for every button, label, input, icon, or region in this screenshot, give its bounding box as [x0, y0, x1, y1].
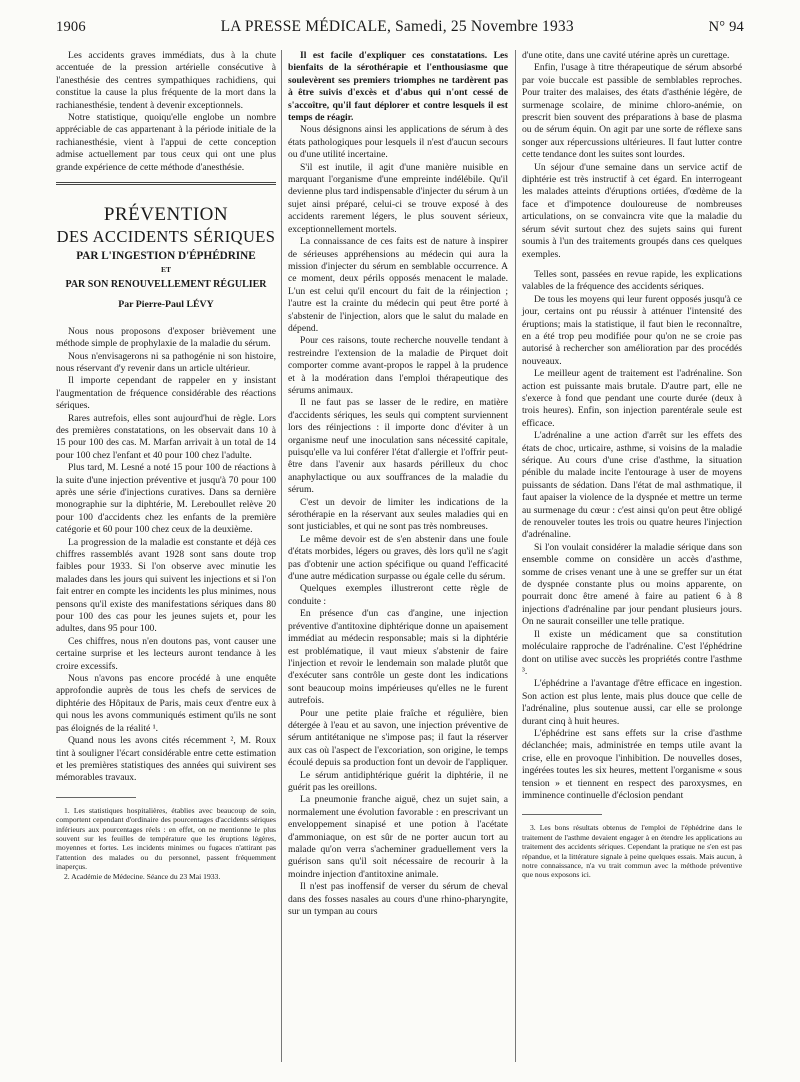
footnotes	[56, 806, 276, 881]
paragraph: Il n'est pas inoffensif de verser du sérum de cheval dans des fosses nasales au cours d'une rhino-pharyngite, sur un tympan au cours	[288, 881, 508, 918]
column-3	[522, 50, 742, 880]
paragraph: Pour ces raisons, toute recherche nouvelle tendant à restreindre l'extension de la maladie de Pirquet doit comporter comme avant-propos le rappel à la prudence et à la modération dans l'emploi thérapeutique des sérums animaux.	[288, 335, 508, 396]
paragraph: d'une otite, dans une cavité utérine après un curettage.	[522, 50, 730, 61]
paragraph: Nous nous proposons d'exposer brièvement une méthode simple de prophylaxie de la maladie du sérum.	[56, 325, 276, 350]
paragraph: Il ne faut pas se lasser de le redire, en matière d'accidents sériques, les seuls qui comptent surviennent lors des réinjections : il importe donc d'éviter à un organisme neuf une inoculation sans nécessité capitale, puisqu'elle va lui conférer l'état d'allergie et l'offrir peut-être dans l'avenir aux hasards périlleux du choc anaphylactique ou aux souffrances de la maladie du sérum.	[288, 397, 508, 496]
article-title-line-2: DES ACCIDENTS SÉRIQUES	[56, 227, 276, 247]
paragraph: Si l'on voulait considérer la maladie sérique dans son ensemble comme on considère un accès d'asthme, somme de crises venant une à une se greffer sur un état de dyspnée constante plus ou moins apparente, on pourrait donc être amené à faire au patient 6 à 8 injections d'adrénaline par jour pendant plusieurs jours. On ne saurait conseiller une telle pratique.	[522, 541, 742, 628]
journal-title: LA PRESSE MÉDICALE, Samedi, 25 Novembre 1933	[220, 18, 574, 35]
footnote-rule	[56, 797, 136, 798]
paragraph: L'adrénaline a une action d'arrêt sur les effets des états de choc, urticaire, asthme, si voisins de la maladie sérique. Au cours d'une crise d'asthme, la situation pénible du malade incite l'entourage à user de moyens puissants de sédation. Dans l'état de mal asthmatique, il faut apaiser la violence de la dyspnée et mettre un terme au surmenage du cœur : c'est ainsi qu'on peut être obligé de renouveler toutes les trois ou quatre heures l'injection d'adrénaline.	[522, 430, 742, 541]
paragraph: Un séjour d'une semaine dans un service actif de diphtérie est très instructif à cet égard. En interrogeant les malades atteints d'éruptions ortiées, d'œdème de la face et d'impotence douloureuse de nombreuses articulations, on se convaincra vite que la maladie du sérum sévit surtout chez des sujets sains qui furent soumis à l'un des traitements groupés dans ces quelques exemples.	[522, 161, 742, 260]
paragraph: Le même devoir est de s'en abstenir dans une foule d'états morbides, légers ou graves, dès lors qu'il ne s'agit pas d'obtenir une action spécifique ou quand l'efficacité d'une autre médication surpasse ou égale celle du sérum.	[288, 533, 508, 583]
column-1	[56, 50, 276, 881]
paragraph: S'il est inutile, il agit d'une manière nuisible en marquant l'organisme d'une empreinte indélébile. Qu'il devienne plus tard indispensable d'injecter du sérum à un sujet ainsi préparé, celui-ci se trouve exposé à des accidents rarement légers, le plus souvent sérieux, exceptionnellement mortels.	[288, 161, 508, 235]
page-number: 1906	[56, 19, 86, 35]
paragraph: Notre statistique, quoiqu'elle englobe un nombre appréciable de cas appartenant à la période initiale de la rachianesthésie, vient à l'appui de cette conception admise actuellement par tous ceux qui ont une plus grande expérience de cette méthode d'anesthésie.	[56, 112, 276, 173]
article-title-line-1: PRÉVENTION	[103, 204, 229, 226]
article-subtitle-conjunction: ET	[160, 265, 171, 275]
page-header	[56, 18, 744, 40]
paragraph: Le sérum antidiphtérique guérit la diphtérie, il ne guérit pas les oreillons.	[288, 769, 508, 793]
paragraph: La pneumonie franche aiguë, chez un sujet sain, a normalement une évolution favorable : en prescrivant un enveloppement sinapisé et une potion à l'acétate d'ammoniaque, on est sûr de ne porter aucun tort au malade qu'on verra s'acheminer graduellement vers la guérison sans qu'il soit nécessaire de recourir à la moindre injection d'antitoxine animale.	[288, 794, 508, 880]
paragraph: Nous désignons ainsi les applications de sérum à des états pathologiques pour lesquels il n'est d'aucun secours ou d'une utilité incertaine.	[288, 124, 508, 161]
paragraph: Nous n'avons pas encore procédé à une enquête approfondie auprès de tous les chefs de services de diphtérie des Hôpitaux de Paris, mais ceux d'entre eux à qui nous les avons communiqués estiment qu'ils ne sont pas éloignés de la réalité ¹.	[56, 673, 276, 734]
footnotes	[522, 823, 742, 879]
footnote: 2. Académie de Médecine. Séance du 23 Mai 1933.	[64, 871, 221, 881]
paragraph: En présence d'un cas d'angine, une injection préventive d'antitoxine diphtérique donne un apaisement immédiat au médecin responsable; mais si la diphtérie est problématique, il vaut mieux s'abstenir de faire l'injection et revoir le lendemain son malade plutôt que d'exécuter sans contrôle un geste dont les indications sont beaucoup moins impérieuses qu'elles ne le furent autrefois.	[288, 608, 508, 707]
paragraph: Quelques exemples illustreront cette règle de conduite :	[288, 583, 508, 607]
footnote-rule	[522, 814, 602, 815]
paragraph: Rares autrefois, elles sont aujourd'hui de règle. Lors des premières constatations, on les observait dans 10 à 15 pour 100 des cas. M. Marfan arrivait à un total de 14 pour 100 chez l'enfant et 40 pour 100 chez l'adulte.	[56, 412, 276, 461]
article-title-block	[56, 203, 276, 312]
column-divider-2	[515, 50, 516, 1062]
paragraph: L'éphédrine est sans effets sur la crise d'asthme déclanchée; mais, administrée en temps utile avant la crise, elle en provoque l'inhibition. De nouvelles doses, ingérées toutes les six heures, mettent l'organisme « sous tension » et tiennent en respect des paroxysmes, en imminence continuelle d'éclosion pendant	[522, 727, 742, 801]
paragraph: La progression de la maladie est constante et déjà ces chiffres rassemblés avant 1928 sont sans doute trop faibles pour 1933. Si l'on observe avec minutie les malades dans les jours qui suivent les injections et si l'on fait entrer en compte les incidents les plus minimes, nous pensons qu'il existe des manifestations sériques dans 80 pour 100 des cas pour les jeunes sujets et, pour les adultes, dans 95 pour 100.	[56, 536, 276, 635]
paragraph: Quand nous les avons cités récemment ², M. Roux tint à souligner l'écart considérable entre cette estimation et les premières statistiques des années qui suivirent ses mémorables travaux.	[56, 735, 276, 784]
section-rule	[56, 182, 276, 185]
column-divider-1	[281, 50, 282, 1062]
paragraph: Nous n'envisagerons ni sa pathogénie ni son histoire, nous réservant d'y revenir dans un article ultérieur.	[56, 350, 276, 374]
paragraph: Pour une petite plaie fraîche et régulière, bien détergée à l'eau et au savon, une injection préventive de sérum antitétanique ne s'impose pas; il faut la réserver aux cas où l'aspect de l'excoriation, son origine, le temps écoulé depuis sa production font un devoir de l'appliquer.	[288, 707, 508, 769]
column-2	[288, 50, 508, 918]
article-author: Par Pierre-Paul LÉVY	[118, 299, 214, 311]
paragraph: De tous les moyens qui leur furent opposés jusqu'à ce jour, certains ont pu réussir à atténuer l'intensité des éruptions; mais la statistique, il faut bien le reconnaître, en a été trop peu modifiée pour qu'on ne se croie pas autorisé à rechercher son amélioration par des procédés nouveaux.	[522, 293, 742, 367]
paragraph: Enfin, l'usage à titre thérapeutique de sérum absorbé par voie buccale est passible de semblables reproches. Pour traiter des malaises, des états d'asthénie légère, de surmenage scolaire, de minime chloro-anémie, on prescrit bien souvent des préparations à base de plasma ou de sérum équin. On agit par une sorte de réflexe sans songer aux répercussions ultérieures. Il faut lutter contre cette tendance dont les suites sont lourdes.	[522, 62, 742, 161]
paragraph: C'est un devoir de limiter les indications de la sérothérapie en la réservant aux seules maladies qui en sont justiciables, et qui ne sont pas très nombreuses.	[288, 496, 508, 533]
paragraph: Le meilleur agent de traitement est l'adrénaline. Son action est puissante mais brutale. D'autre part, elle ne s'exerce à fond que pendant une courte durée (deux à trois heures). Enfin, son injection parentérale seule est efficace.	[522, 368, 742, 429]
issue-number: N° 94	[708, 19, 744, 35]
footnote: 3. Les bons résultats obtenus de l'emploi de l'éphédrine dans le traitement de l'asthme devaient engager à en étendre les applications au traitement des accidents sériques. Cependant la pratique ne s'en est pas répandue, et la littérature signale à peine quelques essais. Mais aucun, à notre connaissance, n'a vu trait commun avec la méthode préventive que nous exposons ici.	[522, 823, 742, 880]
article-subtitle-1: PAR L'INGESTION D'ÉPHÉDRINE	[76, 250, 256, 263]
paragraph: L'éphédrine a l'avantage d'être efficace en ingestion. Son action est plus lente, mais plus douce que celle de l'adrénaline, plus soutenue aussi, car elle se prolonge durant cinq à huit heures.	[522, 678, 742, 727]
paragraph: Il existe un médicament que sa constitution moléculaire rapproche de l'adrénaline. C'est l'éphédrine dont on utilise avec succès les propriétés contre l'asthme ³.	[522, 628, 742, 677]
paragraph: Telles sont, passées en revue rapide, les explications valables de la fréquence des accidents sériques.	[522, 268, 742, 293]
paragraph: Les accidents graves immédiats, dus à la chute accentuée de la pression artérielle consécutive à l'anesthésie des centres sympathiques rachidiens, qui constitue la cause la plus fréquente de la mort dans la rachianesthésie, tendent à devenir exceptionnels.	[56, 50, 276, 111]
paragraph: La connaissance de ces faits est de nature à inspirer de sérieuses appréhensions au médecin qui aura la mission d'injecter du sérum en semblable occurrence. A ce moment, deux périls opposés menacent le malade. L'un est celui qu'il encourt du fait de la réinjection ; l'autre est la crainte du médecin qui peut être porté à s'abstenir de l'injection, alors que le salut du malade en dépend.	[288, 236, 508, 334]
paragraph: Il est facile d'expliquer ces constatations. Les bienfaits de la sérothérapie et l'enthousiasme que soulevèrent ses premiers triomphes ne tardèrent pas à être suivis d'excès et d'abus qui n'ont cessé de s'accoître, qu'il faut déplorer et contre lesquels il est temps de réagir.	[288, 50, 508, 124]
paragraph: Il importe cependant de rappeler en y insistant l'augmentation de fréquence considérable des réactions sériques.	[56, 375, 276, 412]
paragraph: Ces chiffres, nous n'en doutons pas, vont causer une certaine surprise et les lecteurs auront tendance à les croire excessifs.	[56, 635, 276, 672]
footnote: 1. Les statistiques hospitalières, établies avec beaucoup de soin, comportent cependant d'ordinaire des pourcentages d'accidents sériques inférieurs aux pourcentages réels : en effet, on ne mentionne le plus souvent sur les feuilles de température que les éruptions légères, moyennes et fortes. Les incidents minimes ou fugaces n'attirant pas l'attention des malades ou du personnel, passent fréquemment inaperçus.	[56, 805, 276, 872]
article-subtitle-2: PAR SON RENOUVELLEMENT RÉGULIER	[65, 278, 267, 290]
paragraph: Plus tard, M. Lesné a noté 15 pour 100 de réactions à la suite d'une injection préventive et jusqu'à 70 pour 100 après une série d'injections curatives. Dans sa dernière monographie sur la diphtérie, M. Lereboullet relève 20 pour 100 d'accidents chez les enfants de la première catégorie et 60 pour 100 chez ceux de la deuxième.	[56, 462, 276, 536]
